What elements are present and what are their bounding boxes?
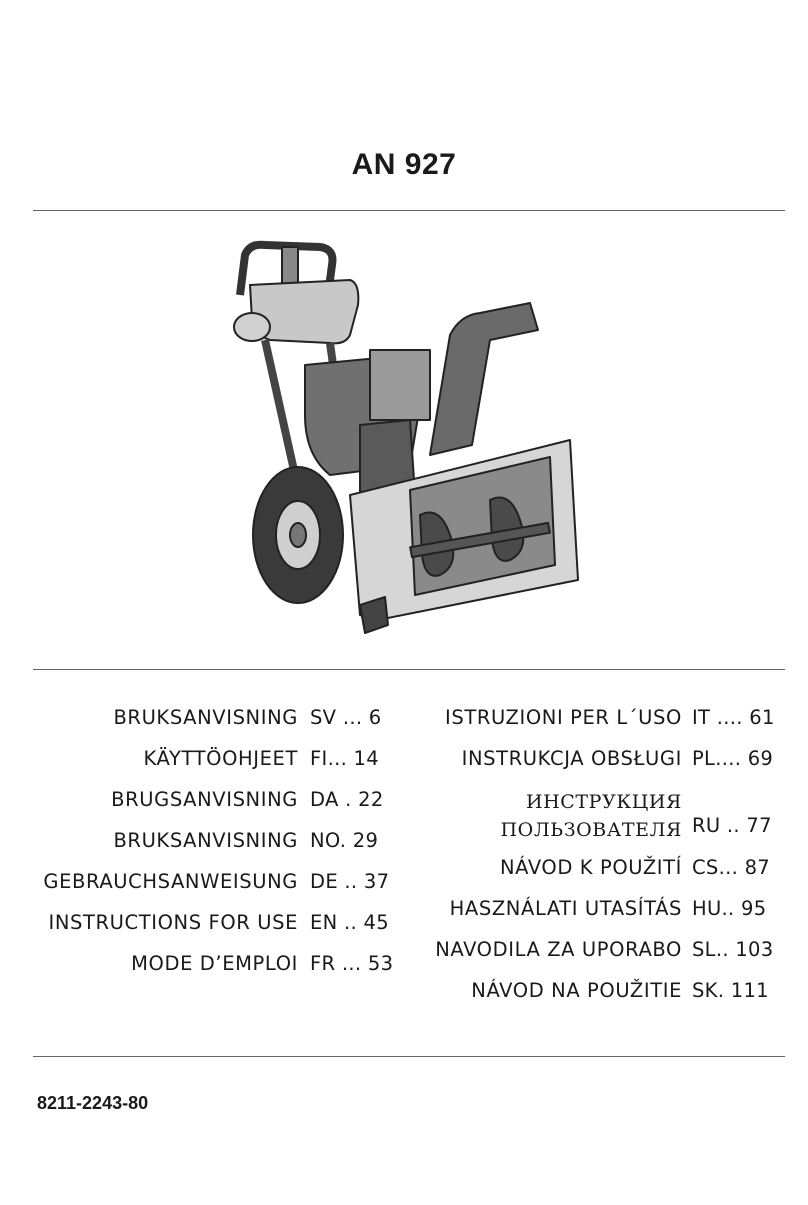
toc-label: NAVODILA ZA UPORABO <box>435 938 682 961</box>
top-divider <box>33 210 785 211</box>
toc-page-ref: DA . 22 <box>310 788 384 811</box>
toc-page-ref: SL.. 103 <box>692 938 774 961</box>
toc-label: INSTRUCTIONS FOR USE <box>48 911 298 934</box>
toc-page-ref: EN .. 45 <box>310 911 389 934</box>
middle-divider <box>33 669 785 670</box>
toc-entry-da[interactable] <box>0 788 400 829</box>
snow-blower-illustration <box>210 235 590 635</box>
toc-label: BRUKSANVISNING <box>113 706 298 729</box>
toc-label: NÁVOD NA POUŽITIE <box>471 979 682 1002</box>
toc-page-ref: NO. 29 <box>310 829 379 852</box>
toc-page-ref: SV ... 6 <box>310 706 382 729</box>
toc-entry-sv[interactable] <box>0 706 400 747</box>
toc-label: NÁVOD K POUŽITÍ <box>499 856 682 879</box>
toc-label: BRUKSANVISNING <box>113 829 298 852</box>
toc-page-ref: RU .. 77 <box>692 814 772 837</box>
toc-label <box>410 788 692 844</box>
toc-left-column <box>0 706 400 993</box>
toc-entry-fr[interactable] <box>0 952 400 993</box>
toc-page-ref: FR ... 53 <box>310 952 394 975</box>
toc-entry-cs[interactable] <box>410 856 808 897</box>
toc-page-ref: IT .... 61 <box>692 706 775 729</box>
toc-label: GEBRAUCHSANWEISUNG <box>43 870 298 893</box>
toc-label: MODE D’EMPLOI <box>131 952 298 975</box>
toc-label-line2: ПОЛЬЗОВАТЕЛЯ <box>500 819 682 841</box>
toc-entry-pl[interactable] <box>410 747 808 788</box>
toc-page-ref: FI... 14 <box>310 747 379 770</box>
bottom-divider <box>33 1056 785 1057</box>
toc-right-column <box>410 706 808 1020</box>
toc-entry-fi[interactable] <box>0 747 400 788</box>
document-title: AN 927 <box>351 148 457 181</box>
toc-page-ref: PL.... 69 <box>692 747 774 770</box>
toc-label: KÄYTTÖOHJEET <box>143 747 298 770</box>
toc-entry-sk[interactable] <box>410 979 808 1020</box>
toc-label: BRUGSANVISNING <box>111 788 298 811</box>
toc-label: HASZNÁLATI UTASÍTÁS <box>449 897 682 920</box>
toc-page-ref: SK. 111 <box>692 979 769 1002</box>
toc-entry-no[interactable] <box>0 829 400 870</box>
toc-entry-it[interactable] <box>410 706 808 747</box>
toc-page-ref: DE .. 37 <box>310 870 390 893</box>
toc-label-line1: ИНСТРУКЦИЯ <box>525 791 682 813</box>
toc-label: INSTRUKCJA OBSŁUGI <box>461 747 682 770</box>
toc-label: ISTRUZIONI PER L´USO <box>445 706 682 729</box>
toc-page-ref: CS... 87 <box>692 856 771 879</box>
toc-entry-en[interactable] <box>0 911 400 952</box>
toc-entry-sl[interactable] <box>410 938 808 979</box>
toc-entry-hu[interactable] <box>410 897 808 938</box>
toc-entry-de[interactable] <box>0 870 400 911</box>
toc-entry-ru[interactable] <box>410 788 808 856</box>
toc-page-ref: HU.. 95 <box>692 897 767 920</box>
part-number: 8211-2243-80 <box>37 1093 149 1113</box>
